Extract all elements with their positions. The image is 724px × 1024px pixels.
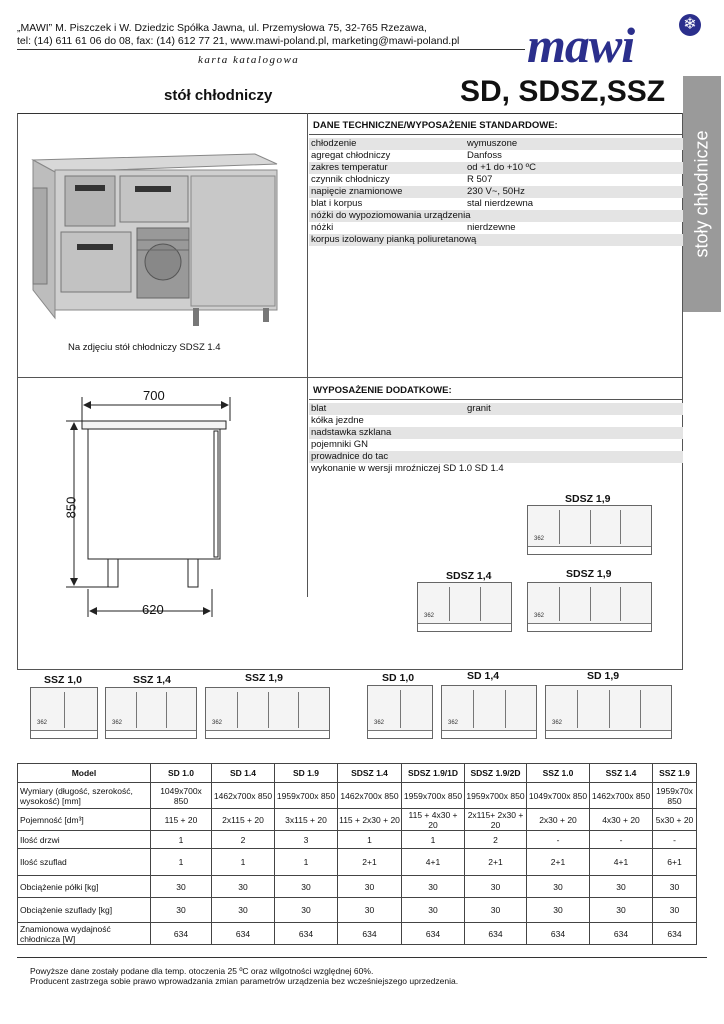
table-cell: 2x30 + 20 <box>527 809 590 831</box>
drawing-ssz19 <box>205 687 330 739</box>
unit-base <box>442 730 536 738</box>
drawer-tag: 362 <box>37 720 48 726</box>
table-cell: 1049x700x 850 <box>527 783 590 809</box>
unit-base <box>206 730 329 738</box>
drawer-tag: 362 <box>534 536 545 542</box>
footer-divider <box>17 957 707 958</box>
table-row <box>18 849 697 876</box>
table-row <box>18 831 697 849</box>
table-cell: 30 <box>212 876 275 898</box>
table-cell: 30 <box>151 898 212 923</box>
spec-row: wykonanie w wersji mroźniczej SD 1.0 SD 1.4 <box>311 463 504 474</box>
table-cell: 1462x700x 850 <box>590 783 653 809</box>
label-sd10: SD 1,0 <box>382 672 415 684</box>
table-cell: 634 <box>590 923 653 945</box>
table-cell: 2 <box>465 831 527 849</box>
spec-row: kółka jezdne <box>311 415 364 426</box>
extra-spec-list <box>309 403 683 475</box>
table-cell: 30 <box>527 876 590 898</box>
table-cell: 1 <box>402 831 465 849</box>
table-cell: 634 <box>527 923 590 945</box>
compartment-divider <box>620 510 621 544</box>
compartment-divider <box>620 587 621 621</box>
catalog-card-label: karta katalogowa <box>198 54 300 66</box>
compartment-divider <box>609 690 610 728</box>
table-cell: 4x30 + 20 <box>590 809 653 831</box>
table-row <box>18 876 697 898</box>
spec-row: agregat chłodniczy Danfoss <box>311 150 502 161</box>
table-cell: 1959x70x 850 <box>653 783 697 809</box>
drawer-tag: 362 <box>212 720 223 726</box>
std-spec-list <box>309 138 683 246</box>
label-sd14: SD 1,4 <box>467 670 500 682</box>
table-cell: 3x115 + 20 <box>275 809 338 831</box>
spec-row: nadstawka szklana <box>309 427 683 439</box>
company-address: „MAWI” M. Piszczek i W. Dziedzic Spółka Jawna, ul. Przemysłowa 75, 32-765 Rzezawa, <box>17 22 427 34</box>
label-sd19: SD 1,9 <box>587 670 620 682</box>
table-cell: 30 <box>338 898 402 923</box>
table-cell: 115 + 4x30 + 20 <box>402 809 465 831</box>
table-cell: 634 <box>275 923 338 945</box>
table-cell: - <box>590 831 653 849</box>
label-ssz19: SSZ 1,9 <box>245 672 283 684</box>
compartment-divider <box>136 692 137 728</box>
unit-base <box>418 623 511 631</box>
row-label: Wymiary (długość, szerokość, wysokość) [mm] <box>18 783 151 809</box>
table-cell: 4+1 <box>402 849 465 876</box>
company-header <box>17 22 459 48</box>
row-label: Obciążenie półki [kg] <box>18 876 151 898</box>
table-cell: - <box>527 831 590 849</box>
compartment-divider <box>480 587 481 621</box>
spec-table <box>17 763 697 945</box>
table-cell: 4+1 <box>590 849 653 876</box>
label-ssz10: SSZ 1,0 <box>44 674 82 686</box>
row-label: Obciążenie szuflady [kg] <box>18 898 151 923</box>
table-header-cell: SSZ 1.0 <box>527 764 590 783</box>
table-cell: 30 <box>212 898 275 923</box>
drawing-ssz10 <box>30 687 98 739</box>
table-cell: 30 <box>275 898 338 923</box>
table-cell: 1049x700x 850 <box>151 783 212 809</box>
compartment-divider <box>166 692 167 728</box>
row-label: Znamionowa wydajność chłodnicza [W] <box>18 923 151 945</box>
table-cell: 634 <box>465 923 527 945</box>
std-title-underline <box>309 134 683 135</box>
unit-base <box>528 623 651 631</box>
unit-base <box>106 730 196 738</box>
table-cell: 634 <box>151 923 212 945</box>
spec-row: nóżki do wypoziomowania urządzenia <box>309 210 683 222</box>
compartment-divider <box>400 690 401 728</box>
table-cell: 3 <box>275 831 338 849</box>
drawing-sdsz19b <box>527 582 652 632</box>
table-cell: 634 <box>653 923 697 945</box>
table-cell: 634 <box>212 923 275 945</box>
drawing-sdsz19 <box>527 505 652 555</box>
table-cell: 1 <box>275 849 338 876</box>
table-cell: 2+1 <box>338 849 402 876</box>
spec-row: korpus izolowany pianką poliuretanową <box>309 234 683 246</box>
table-cell: 1959x700x 850 <box>465 783 527 809</box>
table-header-cell: Model <box>18 764 151 783</box>
spec-row: zakres temperatur od +1 do +10 ºC <box>309 162 683 174</box>
table-row <box>18 923 697 945</box>
drawing-sdsz14 <box>417 582 512 632</box>
category-side-tab <box>683 76 721 312</box>
table-header-cell: SDSZ 1.9/2D <box>465 764 527 783</box>
spec-row: blat granit <box>309 403 683 415</box>
drawer-tag: 362 <box>112 720 123 726</box>
table-cell: 2x115+ 2x30 + 20 <box>465 809 527 831</box>
spec-row: chłodzenie wymuszone <box>309 138 683 150</box>
table-cell: 30 <box>590 876 653 898</box>
compartment-divider <box>590 510 591 544</box>
table-cell: 2+1 <box>465 849 527 876</box>
table-cell: 30 <box>402 876 465 898</box>
table-cell: 30 <box>402 898 465 923</box>
table-cell: 2x115 + 20 <box>212 809 275 831</box>
table-cell: 30 <box>338 876 402 898</box>
table-cell: 2+1 <box>527 849 590 876</box>
label-sdsz19: SDSZ 1,9 <box>565 493 611 505</box>
label-sdsz14: SDSZ 1,4 <box>446 570 492 582</box>
table-cell: 30 <box>653 876 697 898</box>
compartment-divider <box>577 690 578 728</box>
company-contact: tel: (14) 611 61 06 do 08, fax: (14) 612 77 21, www.mawi-poland.pl, marketing@mawi-poland.pl <box>17 35 460 47</box>
model-title: SD, SDSZ,SSZ <box>460 75 666 108</box>
footer-note-2: Producent zastrzega sobie prawo wprowadzania zmian parametrów urządzenia bez wcześniejszego uprzedzenia. <box>30 976 459 986</box>
compartment-divider <box>505 690 506 728</box>
product-photo <box>25 140 283 330</box>
drawing-sd19 <box>545 685 672 739</box>
extra-title-underline <box>309 399 683 400</box>
table-cell: 6+1 <box>653 849 697 876</box>
table-cell: 30 <box>590 898 653 923</box>
drawer-tag: 362 <box>448 720 459 726</box>
table-header-cell: SDSZ 1.9/1D <box>402 764 465 783</box>
compartment-divider <box>237 692 238 728</box>
drawer-tag: 362 <box>374 720 385 726</box>
compartment-divider <box>449 587 450 621</box>
table-cell: 115 + 20 <box>151 809 212 831</box>
table-cell: 30 <box>653 898 697 923</box>
spec-row: napięcie znamionowe 230 V~, 50Hz <box>309 186 683 198</box>
compartment-divider <box>64 692 65 728</box>
table-header-cell: SDSZ 1.4 <box>338 764 402 783</box>
category-label: stoły chłodnicze <box>691 130 712 258</box>
drawing-sd14 <box>441 685 537 739</box>
compartment-divider <box>590 587 591 621</box>
table-cell: 1 <box>338 831 402 849</box>
label-ssz14: SSZ 1,4 <box>133 674 171 686</box>
spec-row: nóżki nierdzewne <box>311 222 516 233</box>
table-header-cell: SSZ 1.4 <box>590 764 653 783</box>
table-cell: 30 <box>151 876 212 898</box>
header-divider <box>17 49 525 50</box>
photo-caption: Na zdjęciu stół chłodniczy SDSZ 1.4 <box>68 342 221 353</box>
drawing-ssz14 <box>105 687 197 739</box>
table-cell: 634 <box>402 923 465 945</box>
compartment-divider <box>640 690 641 728</box>
unit-base <box>546 730 671 738</box>
dim-width: 700 <box>143 388 165 403</box>
table-cell: 634 <box>338 923 402 945</box>
table-cell: 1959x700x 850 <box>402 783 465 809</box>
compartment-divider <box>298 692 299 728</box>
snowflake-icon: ❄ <box>679 14 701 36</box>
compartment-divider <box>473 690 474 728</box>
row-label: Pojemność [dm³] <box>18 809 151 831</box>
compartment-divider <box>268 692 269 728</box>
table-cell: 1 <box>151 831 212 849</box>
table-header-cell: SD 1.9 <box>275 764 338 783</box>
unit-base <box>31 730 97 738</box>
spec-row: blat i korpus stal nierdzewna <box>311 198 534 209</box>
table-row <box>18 783 697 809</box>
table-row <box>18 809 697 831</box>
table-cell: 2 <box>212 831 275 849</box>
table-cell: 1462x700x 850 <box>338 783 402 809</box>
table-cell: 30 <box>465 876 527 898</box>
spec-row: pojemniki GN <box>311 439 369 450</box>
product-type: stół chłodniczy <box>164 87 273 104</box>
row-label: Ilość szuflad <box>18 849 151 876</box>
column-divider <box>307 113 308 597</box>
compartment-divider <box>559 510 560 544</box>
table-cell: 1959x700x 850 <box>275 783 338 809</box>
unit-base <box>528 546 651 554</box>
table-header-row <box>18 764 697 783</box>
table-cell: - <box>653 831 697 849</box>
compartment-divider <box>559 587 560 621</box>
table-cell: 1 <box>212 849 275 876</box>
table-cell: 30 <box>465 898 527 923</box>
table-cell: 30 <box>275 876 338 898</box>
spec-row: prowadnice do tac <box>309 451 683 463</box>
unit-base <box>368 730 432 738</box>
table-cell: 30 <box>527 898 590 923</box>
table-header-cell: SD 1.4 <box>212 764 275 783</box>
label-sdsz19b: SDSZ 1,9 <box>566 568 612 580</box>
row-label: Ilość drzwi <box>18 831 151 849</box>
extra-section-title: WYPOSAŻENIE DODATKOWE: <box>313 385 452 396</box>
drawer-tag: 362 <box>552 720 563 726</box>
section-divider <box>17 377 683 378</box>
footer-notes <box>30 966 458 986</box>
drawing-sd10 <box>367 685 433 739</box>
table-cell: 5x30 + 20 <box>653 809 697 831</box>
logo-text: mawi <box>527 17 635 73</box>
std-section-title: DANE TECHNICZNE/WYPOSAŻENIE STANDARDOWE: <box>313 120 558 131</box>
dimension-drawing <box>60 385 290 625</box>
spec-row: czynnik chłodniczy R 507 <box>311 174 493 185</box>
table-header-cell: SD 1.0 <box>151 764 212 783</box>
table-cell: 1 <box>151 849 212 876</box>
drawer-tag: 362 <box>424 613 435 619</box>
table-header-cell: SSZ 1.9 <box>653 764 697 783</box>
drawer-tag: 362 <box>534 613 545 619</box>
table-cell: 1462x700x 850 <box>212 783 275 809</box>
table-cell: 115 + 2x30 + 20 <box>338 809 402 831</box>
dim-height: 850 <box>63 496 79 519</box>
footer-note-1: Powyższe dane zostały podane dla temp. otoczenia 25 ºC oraz wilgotności względnej 60%. <box>30 966 374 976</box>
table-row <box>18 898 697 923</box>
dim-depth: 620 <box>142 602 164 617</box>
mawi-logo <box>527 14 712 73</box>
